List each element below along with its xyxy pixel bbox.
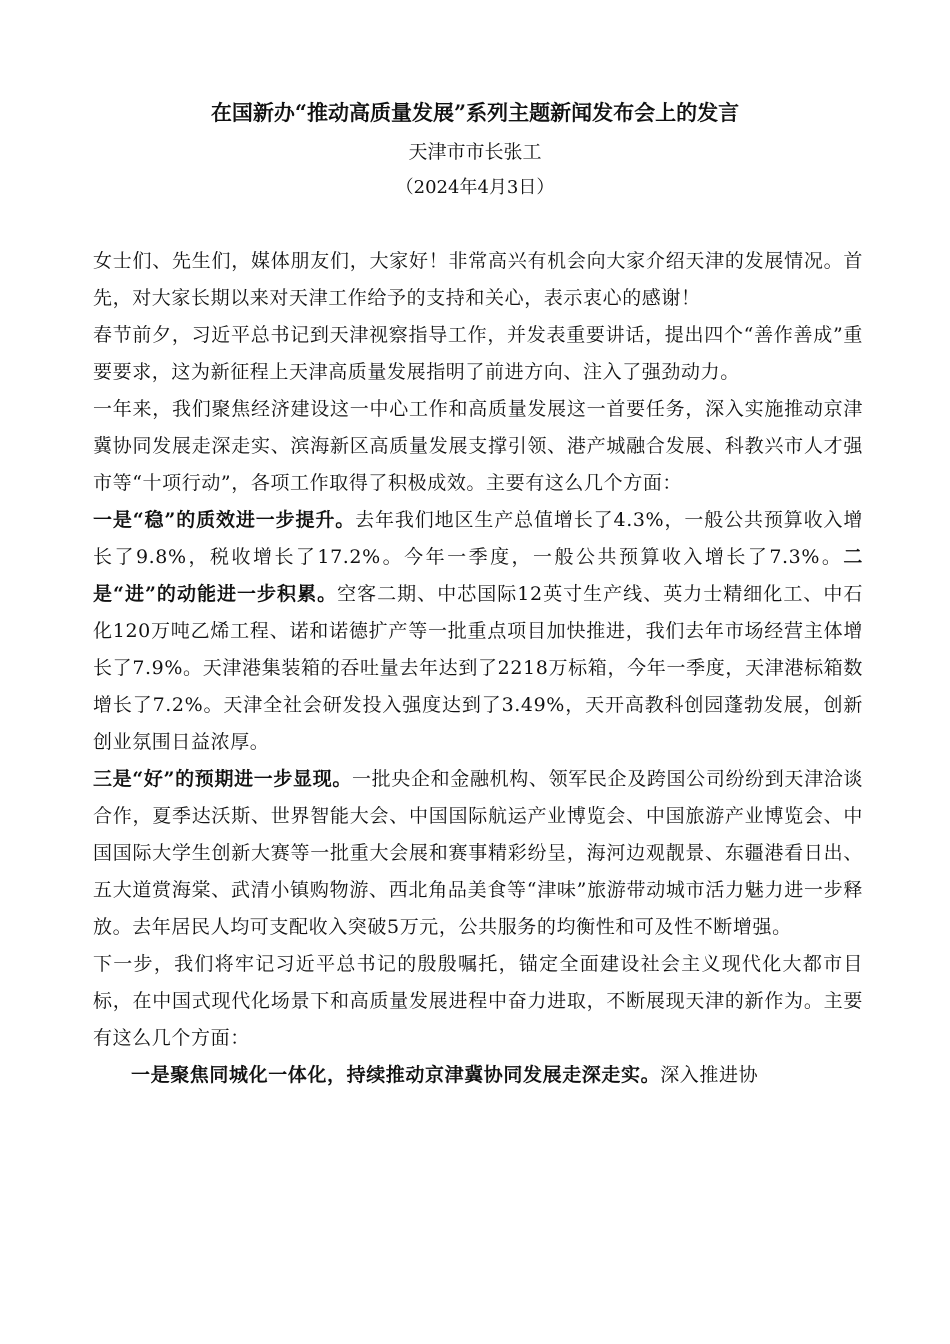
document-date: （2024年4月3日） [395,177,555,198]
document-title: 在国新办“推动高质量发展”系列主题新闻发布会上的发言 [210,100,740,125]
paragraph-stability-momentum [93,502,863,761]
text-stability: 去年我们地区生产总值增长了4.3%，一般公共预算收入增长了9.8%，税收增长了17.2%。今年一季度，一般公共预算收入增长了7.3%。 [93,509,863,568]
heading-stability: 一是“稳”的质效进一步提升。 [93,509,356,531]
document-author: 天津市市长张工 [408,141,542,163]
text-expectations: 一批央企和金融机构、领军民企及跨国公司纷纷到天津洽谈合作，夏季达沃斯、世界智能大会、中国国际航运产业博览会、中国旅游产业博览会、中国国际大学生创新大赛等一批重大会展和赛事精彩纷呈，海河边观靓景、东疆港看日出、五大道赏海棠、武清小镇购物游、西北角品美食等“津味”旅游带动城市活力魅力进一步释放。去年居民人均可支配收入突破5万元，公共服务的均衡性和可及性不断增强。 [93,768,863,938]
paragraph-greeting: 女士们、先生们，媒体朋友们，大家好！非常高兴有机会向大家介绍天津的发展情况。首先，对大家长期以来对天津工作给予的支持和关心，表示衷心的感谢！ [93,250,863,309]
paragraph-integration [93,1057,863,1094]
paragraph-achievements-intro: 一年来，我们聚焦经济建设这一中心工作和高质量发展这一首要任务，深入实施推动京津冀协同发展走深走实、滨海新区高质量发展支撑引领、港产城融合发展、科教兴市人才强市等“十项行动”，各项工作取得了积极成效。主要有这么几个方面： [93,398,863,494]
heading-integration: 一是聚焦同城化一体化，持续推动京津冀协同发展走深走实。 [131,1064,661,1086]
paragraph-inspection: 春节前夕，习近平总书记到天津视察指导工作，并发表重要讲话，提出四个“善作善成”重要要求，这为新征程上天津高质量发展指明了前进方向、注入了强劲动力。 [93,324,863,383]
paragraph-next-steps: 下一步，我们将牢记习近平总书记的殷殷嘱托，锚定全面建设社会主义现代化大都市目标，在中国式现代化场景下和高质量发展进程中奋力进取，不断展现天津的新作为。主要有这么几个方面： [93,953,863,1049]
heading-momentum: 二是“进”的动能进一步积累。 [93,546,863,605]
text-integration: 深入推进协 [660,1064,759,1086]
heading-expectations: 三是“好”的预期进一步显现。 [93,768,353,790]
document-body [93,243,863,1094]
text-momentum: 空客二期、中芯国际12英寸生产线、英力士精细化工、中石化120万吨乙烯工程、诺和诺德扩产等一批重点项目加快推进，我们去年市场经营主体增长了7.9%。天津港集装箱的吞吐量去年达到了2218万标箱，今年一季度，天津港标箱数增长了7.2%。天津全社会研发投入强度达到了3.49%，天开高教科创园蓬勃发展，创新创业氛围日益浓厚。 [93,583,863,753]
paragraph-expectations [93,761,863,946]
